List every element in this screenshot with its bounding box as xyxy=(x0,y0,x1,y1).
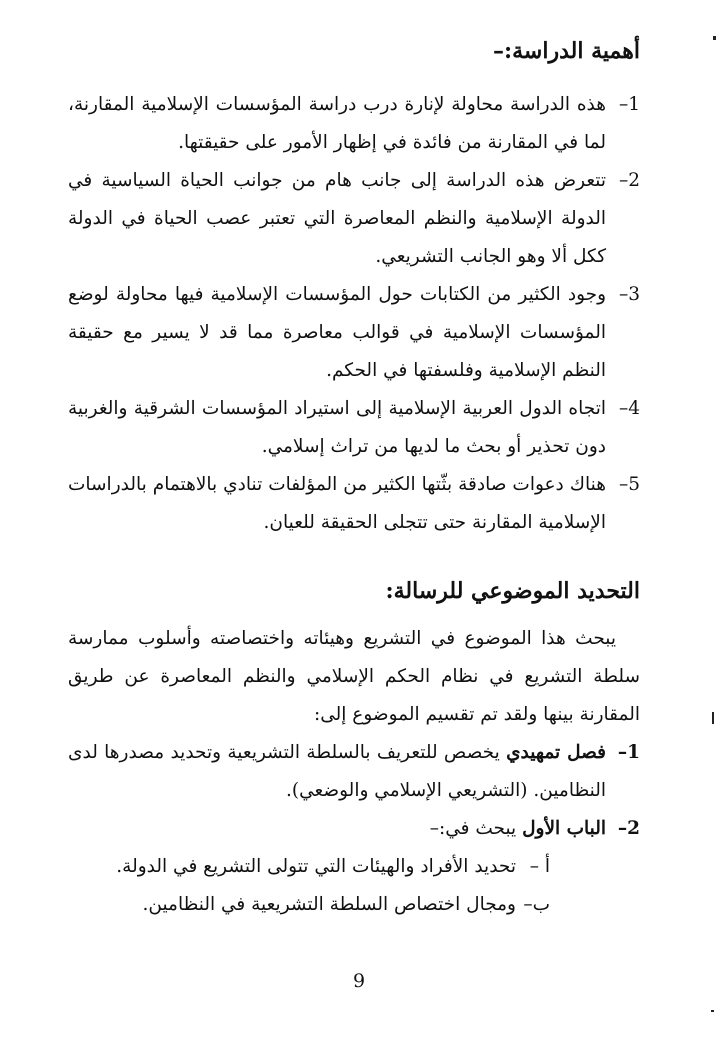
scan-mark xyxy=(711,1010,714,1012)
sub-list-item xyxy=(68,886,550,924)
item-text: تتعرض هذه الدراسة إلى جانب هام من جوانب الحياة السياسية في الدولة الإسلامية والنظم المعاصرة التي تعتبر عصب الحياة في الدولة ككل ألا وهو الجانب التشريعي. xyxy=(68,170,606,267)
item-number: 4– xyxy=(618,398,640,419)
sub-list-item xyxy=(68,848,550,886)
item-number: ب– xyxy=(523,894,550,915)
importance-heading: أهمية الدراسة:– xyxy=(493,38,640,64)
item-text: ومجال اختصاص السلطة التشريعية في النظامين. xyxy=(142,894,516,915)
scope-intro: يبحث هذا الموضوع في التشريع وهيئاته واختصاصته وأسلوب ممارسة سلطة التشريع في نظام الحكم الإسلامي والنظم المعاصرة عن طريق المقارنة بينها ولقد تم تقسيم الموضوع إلى: xyxy=(68,628,641,725)
item-number: 2– xyxy=(617,818,640,839)
list-item xyxy=(68,810,640,848)
page-number: 9 xyxy=(352,970,366,992)
item-number: 3– xyxy=(618,284,640,305)
list-item xyxy=(68,390,640,466)
importance-list xyxy=(68,86,640,542)
item-text: اتجاه الدول العربية الإسلامية إلى استيراد المؤسسات الشرقية والغربية دون تحذير أو بحث ما لديها من تراث إسلامي. xyxy=(68,398,606,457)
item-number: 1– xyxy=(617,742,640,763)
item-number: 5– xyxy=(618,474,640,495)
item-number: 1– xyxy=(618,94,640,115)
scope-section xyxy=(68,620,640,924)
item-text: وجود الكثير من الكتابات حول المؤسسات الإسلامية فيها محاولة لوضع المؤسسات الإسلامية في قوالب معاصرة مما قد لا يسير مع حقيقة النظم الإسلامية وفلسفتها في الحكم. xyxy=(68,284,606,381)
list-item xyxy=(68,276,640,390)
item-number: 2– xyxy=(618,170,640,191)
list-item xyxy=(68,734,640,810)
list-item xyxy=(68,466,640,542)
item-text: يخصص للتعريف بالسلطة التشريعية وتحديد مصدرها لدى النظامين. (التشريعي الإسلامي والوضعي). xyxy=(68,742,606,801)
item-text: تحديد الأفراد والهيئات التي تتولى التشريع في الدولة. xyxy=(116,856,516,877)
item-title: فصل تمهيدي xyxy=(506,742,606,763)
item-text: يبحث في:– xyxy=(429,818,517,839)
item-text: هذه الدراسة محاولة لإنارة درب دراسة المؤسسات الإسلامية المقارنة، لما في المقارنة من فائدة في إظهار الأمور على حقيقتها. xyxy=(68,94,606,153)
list-item xyxy=(68,162,640,276)
item-title: الباب الأول xyxy=(522,818,606,839)
item-text: هناك دعوات صادقة بثّتها الكثير من المؤلفات تنادي بالاهتمام بالدراسات الإسلامية المقارنة حتى تتجلى الحقيقة للعيان. xyxy=(68,474,606,533)
scan-mark xyxy=(713,36,716,40)
item-number: أ – xyxy=(529,856,550,877)
scope-heading: التحديد الموضوعي للرسالة: xyxy=(385,578,640,604)
scan-mark xyxy=(712,712,714,724)
list-item xyxy=(68,86,640,162)
